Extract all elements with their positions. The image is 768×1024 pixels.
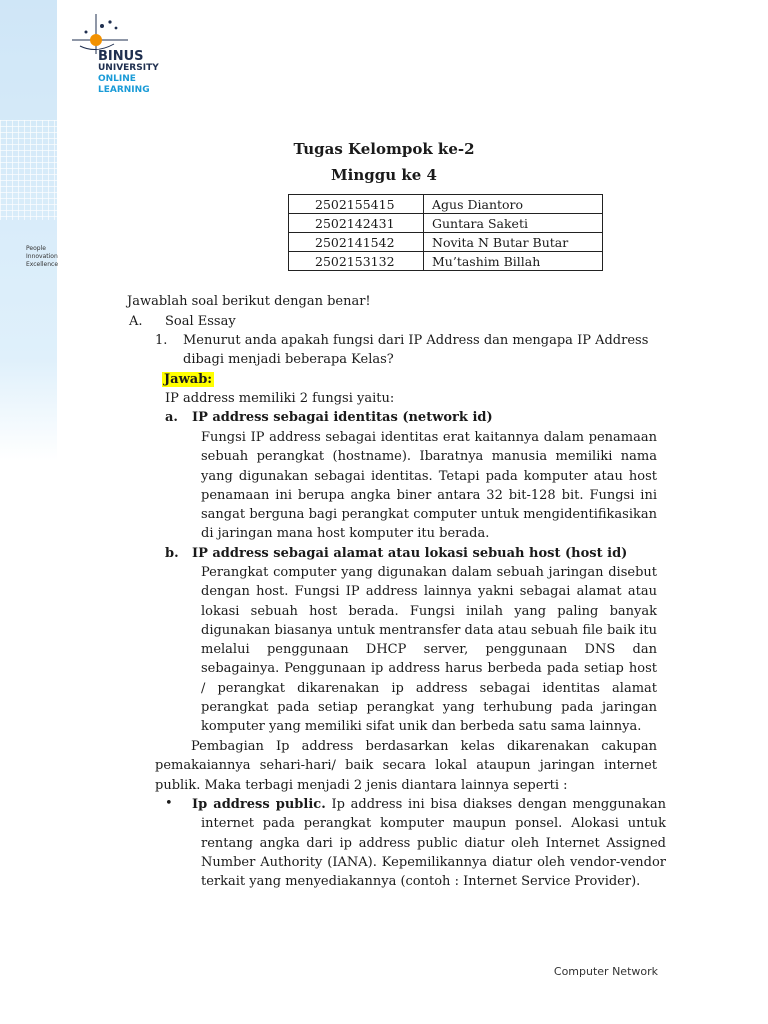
- page-title: Tugas Kelompok ke-2: [293, 140, 475, 158]
- table-row: [289, 233, 603, 252]
- member-nim: 2502142431: [289, 214, 424, 233]
- table-row: [289, 195, 603, 214]
- logo-line-1: BINUS: [98, 49, 144, 64]
- item-b-text: Perangkat computer yang digunakan dalam sebuah jaringan disebut dengan host. Fungsi IP address lainnya yakni sebagai alamat atau lokasi sebuah host berada. Fungsi inilah yang paling banyak digunakan biasanya untuk mentransfer data atau sebuah file baik itu melalui penggunaan DHCP server, penggunaan DNS dan sebagainya. Penggunaan ip address harus berbeda pada setiap host / perangkat dikarenakan ip address sebagai identitas alamat perangkat pada setiap perangkat yang terhubung pada jaringan komputer yang memiliki sifat unik dan berbeda satu sama lainnya.: [201, 565, 657, 735]
- binus-logo: [72, 14, 182, 100]
- item-b-label: b.: [165, 546, 179, 561]
- tagline-word-3: Excellence: [26, 261, 59, 268]
- member-name: Mu’tashim Billah: [424, 252, 603, 271]
- logo-wordmark: [98, 50, 159, 96]
- section-label: A.: [129, 314, 143, 329]
- answer-label: [162, 370, 214, 389]
- instruction-text: Jawablah soal berikut dengan benar!: [127, 294, 371, 309]
- item-a-label: a.: [165, 410, 178, 425]
- logo-line-2: UNIVERSITY: [98, 63, 159, 73]
- bullet-text: Ip address ini bisa diakses dengan menggunakan internet pada perangkat komputer maupun ponsel. Alokasi untuk rentang angka dari ip address public diatur oleh Internet Assigned Number Authority (IANA). Kepemilikannya diatur oleh vendor-vendor terkait yang menyediakannya (contoh : Internet Service Provider).: [201, 797, 666, 890]
- member-name: Novita N Butar Butar: [424, 233, 603, 252]
- question-line-1: Menurut anda apakah fungsi dari IP Address dan mengapa IP Address: [183, 333, 649, 348]
- item-a-text: Fungsi IP address sebagai identitas erat kaitannya dalam penamaan sebuah perangkat (hostname). Ibaratnya manusia memiliki nama yang digunakan sebagai identitas. Tetapi pada komputer atau host penamaan ini berupa angka biner antara 32 bit-128 bit. Fungsi ini sangat berguna bagi perangkat computer untuk mengidentifikasikan di jaringan mana host komputer itu berada.: [201, 430, 657, 542]
- logo-line-4: LEARNING: [98, 85, 150, 95]
- member-name: Guntara Saketi: [424, 214, 603, 233]
- binus-emblem-icon: [72, 14, 182, 54]
- member-nim: 2502153132: [289, 252, 424, 271]
- member-nim: 2502141542: [289, 233, 424, 252]
- tagline-word-1: People: [26, 245, 46, 252]
- footer-course: Computer Network: [553, 965, 658, 978]
- member-name: Agus Diantoro: [424, 195, 603, 214]
- answer-intro: IP address memiliki 2 fungsi yaitu:: [165, 391, 395, 406]
- logo-line-3: ONLINE: [98, 74, 136, 84]
- item-b-title: IP address sebagai alamat atau lokasi sebuah host (host id): [192, 546, 628, 561]
- table-row: [289, 252, 603, 271]
- member-nim: 2502155415: [289, 195, 424, 214]
- answer-highlight: Jawab:: [164, 372, 213, 387]
- section-title: Soal Essay: [165, 314, 236, 329]
- tagline: [26, 245, 58, 269]
- item-a-title: IP address sebagai identitas (network id): [192, 410, 493, 425]
- members-table: [288, 194, 603, 271]
- classification-paragraph: Pembagian Ip address berdasarkan kelas dikarenakan cakupan pemakaiannya sehari-hari/ baik secara lokal ataupun jaringan internet publik. Maka terbagi menjadi 2 jenis diantara lainnya seperti :: [155, 739, 657, 793]
- bullet-title: Ip address public.: [192, 797, 326, 812]
- table-row: [289, 214, 603, 233]
- bullet-icon: •: [165, 796, 173, 811]
- question-number: 1.: [155, 333, 168, 348]
- page-subtitle: Minggu ke 4: [331, 166, 437, 184]
- question-line-2: dibagi menjadi beberapa Kelas?: [183, 352, 394, 367]
- tagline-word-2: Innovation: [26, 253, 58, 260]
- bullet-item: [192, 795, 666, 891]
